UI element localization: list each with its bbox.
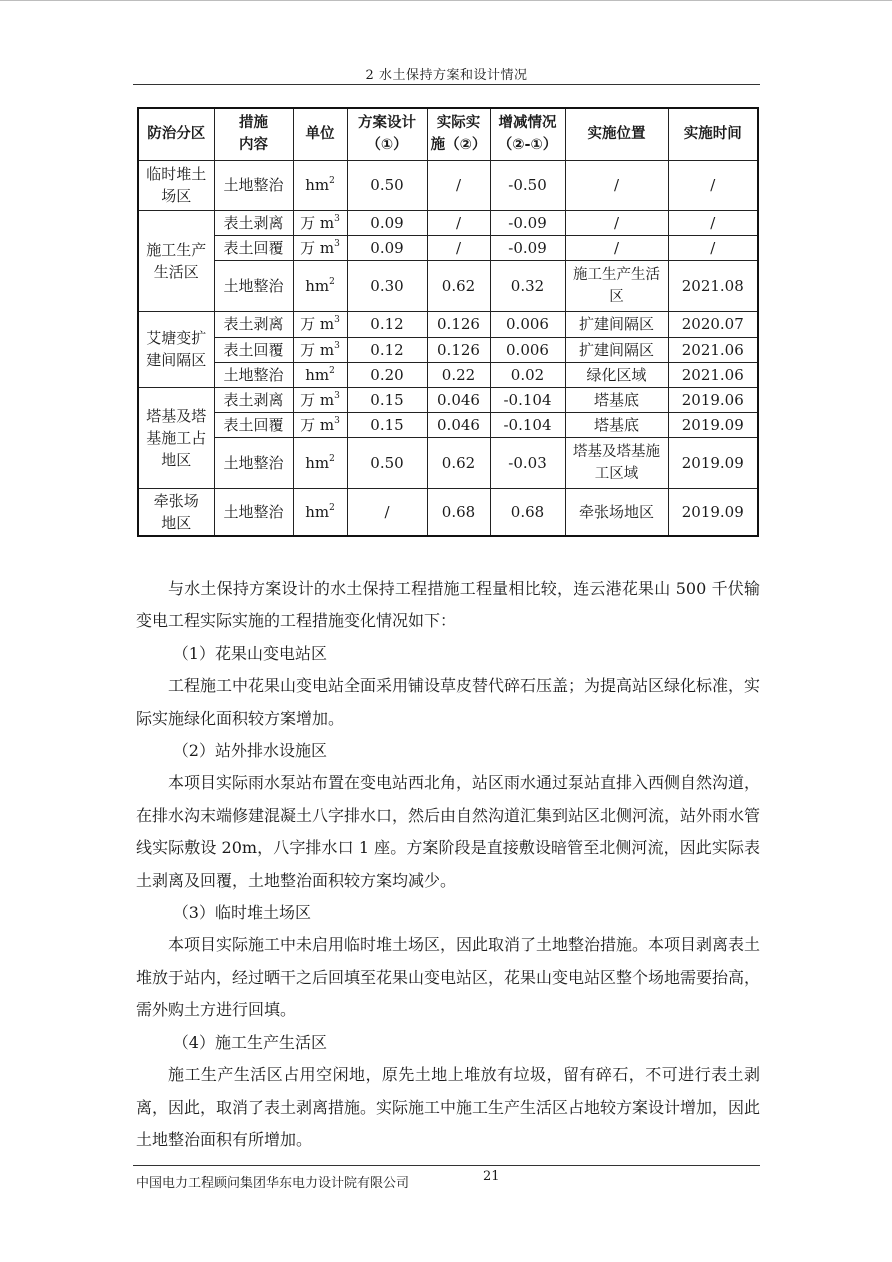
table-row [138,362,758,387]
table-row [138,235,758,260]
time-cell: 2020.07 [668,311,758,337]
delta-cell: -0.104 [490,387,565,412]
measure-cell: 表土剥离 [214,311,293,337]
actual-cell: / [427,160,490,210]
location-cell: 施工生产生活 区 [565,260,668,311]
design-cell: 0.15 [347,412,427,437]
section-paragraph-4: 施工生产生活区占用空闲地，原先土地上堆放有垃圾，留有碎石，不可进行表土剥离，因此，取消了表土剥离措施。实际施工中施工生产生活区占地较方案设计增加，因此土地整治面积有所增加。 [136,1065,761,1149]
measure-cell: 土地整治 [214,160,293,210]
design-cell: 0.09 [347,235,427,260]
design-cell: 0.50 [347,437,427,488]
table-row [138,311,758,337]
unit-cell: $hm^2$ [293,260,347,311]
actual-cell: 0.22 [427,362,490,387]
time-cell: 2019.09 [668,437,758,488]
design-cell: 0.20 [347,362,427,387]
delta-cell: 0.68 [490,488,565,536]
header-delta: 增减情况 （②-①） [490,108,565,160]
location-cell: 塔基及塔基施 工区域 [565,437,668,488]
delta-cell: 0.02 [490,362,565,387]
zone-cell: 临时堆土 场区 [138,160,214,210]
table-row [138,437,758,488]
zone-cell: 塔基及塔 基施工占 地区 [138,387,214,488]
table-row [138,210,758,235]
unit-cell: 万 $m^3$ [293,210,347,235]
table-row [138,337,758,362]
actual-cell: 0.046 [427,387,490,412]
actual-cell: 0.62 [427,260,490,311]
location-cell: 绿化区域 [565,362,668,387]
location-cell: 扩建间隔区 [565,311,668,337]
header-rule [133,84,760,85]
time-cell: 2019.06 [668,387,758,412]
header-time: 实施时间 [668,108,758,160]
actual-cell: 0.126 [427,311,490,337]
location-cell: 扩建间隔区 [565,337,668,362]
header-unit: 单位 [293,108,347,160]
measure-cell: 表土剥离 [214,210,293,235]
measure-cell: 表土回覆 [214,337,293,362]
time-cell: / [668,160,758,210]
measure-cell: 表土回覆 [214,412,293,437]
location-cell: / [565,235,668,260]
location-cell: / [565,210,668,235]
delta-cell: -0.09 [490,210,565,235]
zone-cell: 艾塘变扩 建间隔区 [138,311,214,387]
header-measure: 措施 内容 [214,108,293,160]
unit-cell: 万 $m^3$ [293,387,347,412]
delta-cell: -0.03 [490,437,565,488]
table-header-row [138,108,758,160]
delta-cell: 0.006 [490,311,565,337]
design-cell: 0.12 [347,337,427,362]
time-cell: / [668,235,758,260]
table-row [138,387,758,412]
location-cell: 塔基底 [565,387,668,412]
header-location: 实施位置 [565,108,668,160]
actual-cell: 0.126 [427,337,490,362]
design-cell: 0.50 [347,160,427,210]
header-zone: 防治分区 [138,108,214,160]
delta-cell: 0.006 [490,337,565,362]
zone-cell: 施工生产 生活区 [138,210,214,311]
page-number: 21 [483,1169,500,1184]
measure-cell: 土地整治 [214,437,293,488]
unit-cell: $hm^2$ [293,488,347,536]
design-cell: 0.12 [347,311,427,337]
measure-cell: 土地整治 [214,488,293,536]
section-paragraph-2: 本项目实际雨水泵站布置在变电站西北角，站区雨水通过泵站直排入西侧自然沟道，在排水沟末端修建混凝土八字排水口，然后由自然沟道汇集到站区北侧河流，站外雨水管线实际敷设 20m，八字排水口 1 座。方案阶段是直接敷设暗管至北侧河流，因此实际表土剥离及回覆，土地整治面积较方案均减少。 [136,773,761,890]
section-paragraph-3: 本项目实际施工中未启用临时堆土场区，因此取消了土地整治措施。本项目剥离表土堆放于站内，经过晒干之后回填至花果山变电站区，花果山变电站区整个场地需要抬高，需外购土方进行回填。 [136,935,761,1020]
design-cell: 0.09 [347,210,427,235]
unit-cell: 万 $m^3$ [293,337,347,362]
design-cell: / [347,488,427,536]
section-heading-3: （3）临时堆土场区 [172,903,311,923]
page-header-title: 2 水土保持方案和设计情况 [365,68,528,83]
time-cell: 2021.06 [668,337,758,362]
unit-cell: $hm^2$ [293,362,347,387]
page-top-border [0,0,892,1]
measure-cell: 土地整治 [214,362,293,387]
time-cell: 2019.09 [668,488,758,536]
design-cell: 0.15 [347,387,427,412]
section-heading-1: （1）花果山变电站区 [172,643,327,663]
delta-cell: 0.32 [490,260,565,311]
section-paragraph-1: 工程施工中花果山变电站全面采用铺设草皮替代碎石压盖；为提高站区绿化标准，实际实施绿化面积较方案增加。 [136,676,761,728]
location-cell: / [565,160,668,210]
body-text [136,573,760,1156]
delta-cell: -0.50 [490,160,565,210]
time-cell: 2019.09 [668,412,758,437]
actual-cell: 0.046 [427,412,490,437]
time-cell: 2021.06 [668,362,758,387]
unit-cell: 万 $m^3$ [293,235,347,260]
intro-paragraph: 与水土保持方案设计的水土保持工程措施工程量相比较，连云港花果山 500 千伏输变电工程实际实施的工程措施变化情况如下： [136,579,760,631]
actual-cell: / [427,210,490,235]
section-heading-2: （2）站外排水设施区 [172,741,327,761]
time-cell: 2021.08 [668,260,758,311]
unit-cell: $hm^2$ [293,160,347,210]
delta-cell: -0.104 [490,412,565,437]
location-cell: 牵张场地区 [565,488,668,536]
table-row [138,488,758,536]
header-actual: 实际实 施（②） [427,108,490,160]
delta-cell: -0.09 [490,235,565,260]
actual-cell: / [427,235,490,260]
actual-cell: 0.62 [427,437,490,488]
footer-rule [133,1165,760,1166]
measures-table [137,107,759,537]
table-row [138,260,758,311]
location-cell: 塔基底 [565,412,668,437]
table-row [138,412,758,437]
table-row [138,160,758,210]
header-design: 方案设计 （①） [347,108,427,160]
measure-cell: 表土剥离 [214,387,293,412]
measure-cell: 土地整治 [214,260,293,311]
section-heading-4: （4）施工生产生活区 [172,1032,327,1052]
time-cell: / [668,210,758,235]
unit-cell: $hm^2$ [293,437,347,488]
actual-cell: 0.68 [427,488,490,536]
measure-cell: 表土回覆 [214,235,293,260]
design-cell: 0.30 [347,260,427,311]
zone-cell: 牵张场 地区 [138,488,214,536]
footer-company: 中国电力工程顾问集团华东电力设计院有限公司 [136,1176,410,1191]
unit-cell: 万 $m^3$ [293,412,347,437]
unit-cell: 万 $m^3$ [293,311,347,337]
